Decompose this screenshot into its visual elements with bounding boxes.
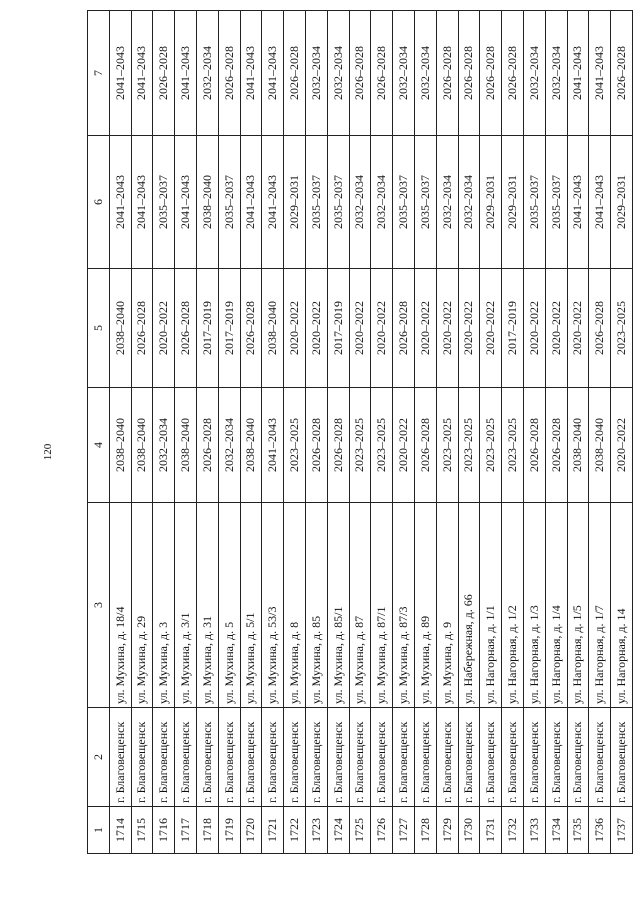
cell-period-5: 2017–2019 [502,269,524,388]
cell-row-number: 1718 [196,807,218,854]
cell-row-number: 1722 [284,807,306,854]
cell-address: ул. Мухина, д. 87 [349,503,371,708]
cell-period-5: 2026–2028 [175,269,197,388]
cell-row-number: 1735 [567,807,589,854]
cell-period-4: 2023–2025 [480,388,502,503]
cell-period-6: 2029–2031 [480,136,502,269]
cell-period-7: 2032–2034 [414,11,436,136]
cell-row-number: 1726 [371,807,393,854]
cell-period-5: 2020–2022 [523,269,545,388]
cell-period-7: 2041–2043 [131,11,153,136]
cell-row-number: 1714 [109,807,131,854]
table-row [611,11,633,854]
cell-row-number: 1715 [131,807,153,854]
cell-address: ул. Мухина, д. 18/4 [109,503,131,708]
cell-address: ул. Мухина, д. 3/1 [175,503,197,708]
cell-period-6: 2041–2043 [262,136,284,269]
cell-row-number: 1732 [502,807,524,854]
cell-row-number: 1728 [414,807,436,854]
cell-period-4: 2023–2025 [502,388,524,503]
cell-period-7: 2026–2028 [371,11,393,136]
cell-period-4: 2038–2040 [240,388,262,503]
cell-period-5: 2020–2022 [305,269,327,388]
cell-period-5: 2026–2028 [240,269,262,388]
header-row [88,11,110,854]
cell-row-number: 1725 [349,807,371,854]
table-body [109,11,632,854]
cell-row-number: 1736 [589,807,611,854]
cell-city: г. Благовещенск [153,708,175,807]
cell-row-number: 1721 [262,807,284,854]
table-row [196,11,218,854]
cell-period-4: 2023–2025 [436,388,458,503]
cell-period-5: 2020–2022 [349,269,371,388]
cell-period-7: 2032–2034 [305,11,327,136]
cell-city: г. Благовещенск [611,708,633,807]
cell-period-6: 2041–2043 [109,136,131,269]
table-row [589,11,611,854]
cell-address: ул. Мухина, д. 85 [305,503,327,708]
cell-period-4: 2026–2028 [327,388,349,503]
cell-period-7: 2032–2034 [327,11,349,136]
cell-city: г. Благовещенск [305,708,327,807]
cell-city: г. Благовещенск [371,708,393,807]
cell-period-7: 2026–2028 [218,11,240,136]
cell-period-7: 2032–2034 [523,11,545,136]
cell-row-number: 1724 [327,807,349,854]
cell-row-number: 1733 [523,807,545,854]
cell-period-4: 2023–2025 [284,388,306,503]
cell-period-6: 2035–2037 [327,136,349,269]
cell-city: г. Благовещенск [414,708,436,807]
cell-period-7: 2026–2028 [436,11,458,136]
table-row [305,11,327,854]
cell-period-4: 2023–2025 [349,388,371,503]
cell-period-5: 2023–2025 [611,269,633,388]
cell-row-number: 1731 [480,807,502,854]
cell-address: ул. Мухина, д. 8 [284,503,306,708]
cell-period-6: 2035–2037 [305,136,327,269]
cell-period-4: 2026–2028 [523,388,545,503]
table-row [567,11,589,854]
cell-period-6: 2032–2034 [371,136,393,269]
cell-period-7: 2026–2028 [153,11,175,136]
cell-period-5: 2020–2022 [284,269,306,388]
cell-address: ул. Мухина, д. 85/1 [327,503,349,708]
cell-period-5: 2020–2022 [153,269,175,388]
cell-period-5: 2020–2022 [458,269,480,388]
cell-city: г. Благовещенск [545,708,567,807]
table-row [175,11,197,854]
header-col-5: 5 [88,269,110,388]
cell-period-6: 2029–2031 [502,136,524,269]
cell-address: ул. Мухина, д. 5/1 [240,503,262,708]
cell-address: ул. Мухина, д. 9 [436,503,458,708]
table-row [545,11,567,854]
cell-row-number: 1729 [436,807,458,854]
table-row [523,11,545,854]
table-row [240,11,262,854]
cell-period-7: 2026–2028 [349,11,371,136]
cell-city: г. Благовещенск [393,708,415,807]
cell-period-4: 2023–2025 [371,388,393,503]
header-col-1: 1 [88,807,110,854]
cell-address: ул. Нагорная, д. 14 [611,503,633,708]
cell-period-6: 2032–2034 [458,136,480,269]
cell-address: ул. Мухина, д. 89 [414,503,436,708]
cell-period-5: 2038–2040 [262,269,284,388]
cell-period-4: 2026–2028 [196,388,218,503]
table-row [109,11,131,854]
cell-city: г. Благовещенск [327,708,349,807]
cell-row-number: 1737 [611,807,633,854]
cell-period-4: 2026–2028 [414,388,436,503]
cell-period-4: 2041–2043 [262,388,284,503]
cell-city: г. Благовещенск [240,708,262,807]
cell-period-4: 2038–2040 [109,388,131,503]
table-row [393,11,415,854]
cell-period-6: 2035–2037 [393,136,415,269]
table-row [458,11,480,854]
table-row [436,11,458,854]
cell-period-5: 2017–2019 [218,269,240,388]
cell-period-6: 2032–2034 [349,136,371,269]
table-row [502,11,524,854]
cell-city: г. Благовещенск [284,708,306,807]
cell-city: г. Благовещенск [175,708,197,807]
cell-period-5: 2020–2022 [480,269,502,388]
cell-period-4: 2038–2040 [589,388,611,503]
cell-period-7: 2032–2034 [393,11,415,136]
cell-period-6: 2041–2043 [589,136,611,269]
cell-address: ул. Мухина, д. 53/3 [262,503,284,708]
cell-address: ул. Мухина, д. 5 [218,503,240,708]
header-col-4: 4 [88,388,110,503]
cell-period-5: 2017–2019 [327,269,349,388]
cell-address: ул. Мухина, д. 87/1 [371,503,393,708]
cell-period-6: 2035–2037 [545,136,567,269]
cell-period-5: 2026–2028 [393,269,415,388]
cell-period-5: 2026–2028 [589,269,611,388]
cell-row-number: 1717 [175,807,197,854]
cell-period-6: 2035–2037 [218,136,240,269]
table-row [284,11,306,854]
header-col-6: 6 [88,136,110,269]
cell-period-7: 2026–2028 [458,11,480,136]
cell-address: ул. Мухина, д. 3 [153,503,175,708]
cell-period-7: 2041–2043 [262,11,284,136]
cell-period-6: 2029–2031 [611,136,633,269]
cell-period-4: 2038–2040 [567,388,589,503]
cell-period-4: 2026–2028 [545,388,567,503]
table-row [218,11,240,854]
cell-period-6: 2035–2037 [523,136,545,269]
cell-row-number: 1730 [458,807,480,854]
cell-period-6: 2041–2043 [175,136,197,269]
cell-address: ул. Нагорная, д. 1/1 [480,503,502,708]
cell-period-6: 2029–2031 [284,136,306,269]
cell-period-6: 2035–2037 [414,136,436,269]
cell-row-number: 1723 [305,807,327,854]
cell-period-4: 2032–2034 [218,388,240,503]
cell-period-6: 2032–2034 [436,136,458,269]
cell-city: г. Благовещенск [458,708,480,807]
cell-period-5: 2017–2019 [196,269,218,388]
cell-period-7: 2041–2043 [589,11,611,136]
cell-period-6: 2038–2040 [196,136,218,269]
cell-city: г. Благовещенск [567,708,589,807]
header-col-7: 7 [88,11,110,136]
cell-city: г. Благовещенск [262,708,284,807]
header-col-3: 3 [88,503,110,708]
cell-period-5: 2020–2022 [545,269,567,388]
cell-row-number: 1716 [153,807,175,854]
table-header [88,11,110,854]
cell-city: г. Благовещенск [109,708,131,807]
cell-address: ул. Набережная, д. 66 [458,503,480,708]
table-row [131,11,153,854]
table-row [262,11,284,854]
table-row [414,11,436,854]
cell-period-6: 2035–2037 [153,136,175,269]
cell-row-number: 1727 [393,807,415,854]
cell-address: ул. Мухина, д. 29 [131,503,153,708]
cell-period-6: 2041–2043 [567,136,589,269]
table-row [349,11,371,854]
cell-period-7: 2041–2043 [240,11,262,136]
schedule-table [87,10,633,854]
table-row [153,11,175,854]
cell-period-4: 2023–2025 [458,388,480,503]
cell-period-4: 2038–2040 [131,388,153,503]
cell-city: г. Благовещенск [218,708,240,807]
cell-period-5: 2020–2022 [414,269,436,388]
cell-city: г. Благовещенск [480,708,502,807]
cell-city: г. Благовещенск [589,708,611,807]
cell-period-4: 2032–2034 [153,388,175,503]
cell-city: г. Благовещенск [131,708,153,807]
cell-city: г. Благовещенск [523,708,545,807]
cell-period-5: 2020–2022 [371,269,393,388]
table-row [480,11,502,854]
cell-period-7: 2026–2028 [611,11,633,136]
cell-period-4: 2026–2028 [305,388,327,503]
table-container [87,46,629,854]
cell-period-6: 2041–2043 [131,136,153,269]
cell-address: ул. Нагорная, д. 1/7 [589,503,611,708]
cell-row-number: 1734 [545,807,567,854]
cell-row-number: 1719 [218,807,240,854]
cell-period-7: 2041–2043 [109,11,131,136]
page-number: 120 [42,443,54,461]
cell-period-7: 2032–2034 [545,11,567,136]
cell-city: г. Благовещенск [349,708,371,807]
cell-period-5: 2038–2040 [109,269,131,388]
cell-period-7: 2032–2034 [196,11,218,136]
cell-period-7: 2026–2028 [480,11,502,136]
cell-address: ул. Мухина, д. 31 [196,503,218,708]
cell-address: ул. Нагорная, д. 1/3 [523,503,545,708]
cell-period-7: 2026–2028 [284,11,306,136]
header-col-2: 2 [88,708,110,807]
cell-period-6: 2041–2043 [240,136,262,269]
cell-period-4: 2020–2022 [393,388,415,503]
cell-period-4: 2038–2040 [175,388,197,503]
cell-city: г. Благовещенск [502,708,524,807]
cell-address: ул. Нагорная, д. 1/5 [567,503,589,708]
cell-period-5: 2026–2028 [131,269,153,388]
cell-address: ул. Нагорная, д. 1/4 [545,503,567,708]
cell-address: ул. Нагорная, д. 1/2 [502,503,524,708]
cell-period-4: 2020–2022 [611,388,633,503]
cell-city: г. Благовещенск [436,708,458,807]
cell-period-5: 2020–2022 [567,269,589,388]
cell-row-number: 1720 [240,807,262,854]
cell-period-7: 2026–2028 [502,11,524,136]
cell-city: г. Благовещенск [196,708,218,807]
cell-address: ул. Мухина, д. 87/3 [393,503,415,708]
cell-period-5: 2020–2022 [436,269,458,388]
cell-period-7: 2041–2043 [175,11,197,136]
cell-period-7: 2041–2043 [567,11,589,136]
table-row [327,11,349,854]
table-row [371,11,393,854]
